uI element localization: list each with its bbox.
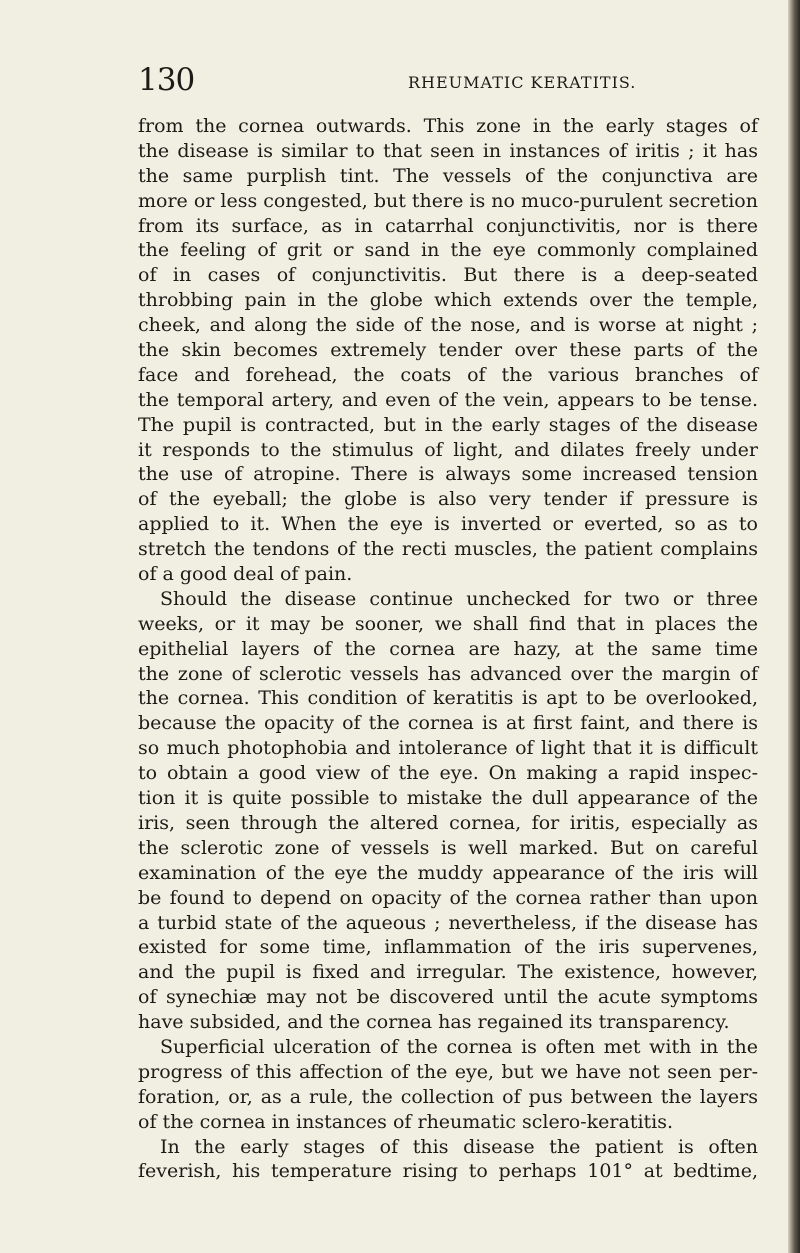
text-line: of the cornea in instances of rheumatic sclero-keratitis. (138, 1110, 674, 1133)
text-line: progress of this affection of the eye, but we have not seen per- (138, 1060, 758, 1083)
text-line: the temporal artery, and even of the vein, appears to be tense. (138, 388, 758, 411)
text-line: epithelial layers of the cornea are hazy, at the same time (138, 637, 758, 660)
text-line: foration, or, as a rule, the collection of pus between the layers (138, 1085, 758, 1108)
text-line: have subsided, and the cornea has regained its transparency. (138, 1011, 730, 1034)
text-line: and the pupil is fixed and irregular. The existence, however, (138, 961, 758, 984)
text-line: of a good deal of pain. (138, 563, 353, 586)
text-line: so much photophobia and intolerance of light that it is difficult (138, 737, 758, 760)
text-line: The pupil is contracted, but in the early stages of the disease (138, 413, 758, 436)
text-line: the cornea. This condition of keratitis is apt to be overlooked, (138, 687, 758, 710)
text-line: the zone of sclerotic vessels has advanced over the margin of (138, 662, 758, 685)
text-line: the use of atropine. There is always some increased tension (138, 463, 758, 486)
text-line: of synechiæ may not be discovered until the acute symptoms (138, 986, 758, 1009)
text-line: the disease is similar to that seen in instances of iritis ; it has (138, 139, 758, 162)
text-line: throbbing pain in the globe which extends over the temple, (138, 289, 758, 312)
text-line: it responds to the stimulus of light, and dilates freely under (138, 438, 758, 461)
running-head (138, 64, 758, 104)
paragraph-start-line: Should the disease continue unchecked for two or three (160, 587, 758, 610)
text-line: applied to it. When the eye is inverted or everted, so as to (138, 513, 758, 536)
body-text (138, 114, 758, 1184)
paragraph-start-line: In the early stages of this disease the patient is often (160, 1135, 758, 1158)
text-line: the feeling of grit or sand in the eye commonly complained (138, 239, 758, 262)
text-line: existed for some time, inflammation of the iris supervenes, (138, 936, 758, 959)
text-line: from its surface, as in catarrhal conjunctivitis, nor is there (138, 214, 758, 237)
paragraph-start-line: Superficial ulceration of the cornea is often met with in the (160, 1035, 758, 1058)
page-edge-shadow (788, 0, 800, 1253)
text-line: because the opacity of the cornea is at first faint, and there is (138, 712, 758, 735)
text-line: stretch the tendons of the recti muscles, the patient complains (138, 538, 758, 561)
running-title: RHEUMATIC KERATITIS. (408, 73, 637, 92)
text-line: examination of the eye the muddy appearance of the iris will (138, 861, 758, 884)
text-line: face and forehead, the coats of the various branches of (138, 363, 758, 386)
text-line: iris, seen through the altered cornea, for iritis, especially as (138, 811, 758, 834)
text-line: more or less congested, but there is no muco-purulent secretion (138, 189, 758, 212)
text-line: tion it is quite possible to mistake the dull appearance of the (138, 787, 758, 810)
page-number: 130 (138, 62, 195, 98)
text-line: from the cornea outwards. This zone in the early stages of (138, 115, 758, 137)
text-line: the sclerotic zone of vessels is well marked. But on careful (138, 836, 758, 859)
text-line: feverish, his temperature rising to perhaps 101° at bedtime, (138, 1160, 758, 1183)
text-line: to obtain a good view of the eye. On making a rapid inspec- (138, 762, 758, 785)
text-line: the same purplish tint. The vessels of the conjunctiva are (138, 164, 758, 187)
text-line: the skin becomes extremely tender over these parts of the (138, 339, 758, 362)
text-line: of the eyeball; the globe is also very tender if pressure is (138, 488, 758, 511)
text-line: cheek, and along the side of the nose, and is worse at night ; (138, 314, 758, 337)
text-line: be found to depend on opacity of the cornea rather than upon (138, 886, 758, 909)
text-line: weeks, or it may be sooner, we shall find that in places the (138, 612, 758, 635)
text-line: a turbid state of the aqueous ; nevertheless, if the disease has (138, 911, 758, 934)
text-line: of in cases of conjunctivitis. But there is a deep-seated (138, 264, 758, 287)
